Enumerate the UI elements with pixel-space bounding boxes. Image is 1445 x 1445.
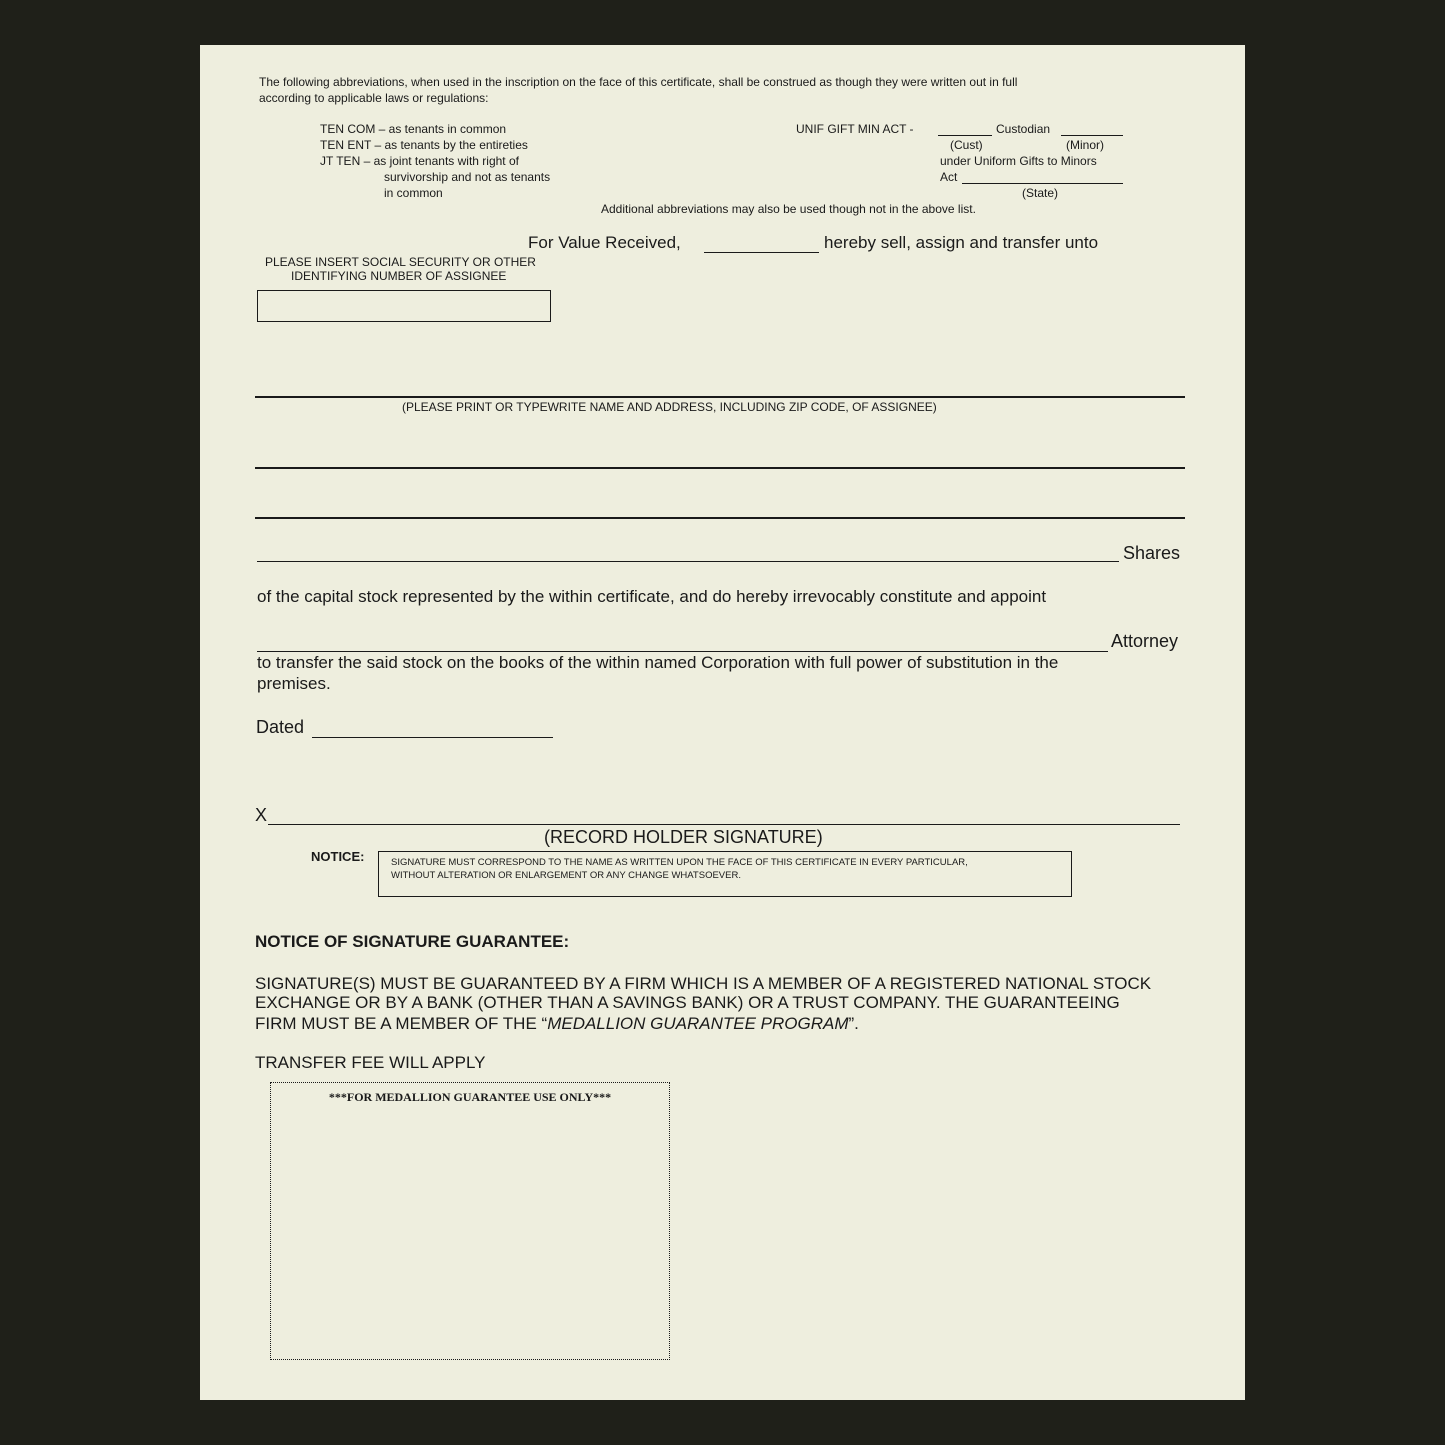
- sell-assign-text: hereby sell, assign and transfer unto: [824, 233, 1099, 252]
- signature-x-mark: X: [255, 805, 268, 825]
- dated-label: Dated: [256, 717, 305, 737]
- assignee-address-line-1[interactable]: [255, 467, 1185, 469]
- ssn-label-1: PLEASE INSERT SOCIAL SECURITY OR OTHER: [265, 255, 536, 269]
- medallion-stamp-box[interactable]: [270, 1082, 670, 1360]
- abbrev-ten-ent: TEN ENT – as tenants by the entireties: [320, 138, 528, 152]
- assignee-address-line-2[interactable]: [255, 517, 1185, 519]
- state-caption: (State): [1022, 186, 1059, 200]
- guarantee-line-2: EXCHANGE OR BY A BANK (OTHER THAN A SAVINGS BANK) OR A TRUST COMPANY. THE GUARANTEEING: [255, 993, 1120, 1012]
- for-value-received: For Value Received,: [528, 233, 681, 252]
- medallion-box-caption: ***FOR MEDALLION GUARANTEE USE ONLY***: [328, 1090, 612, 1104]
- shares-blank[interactable]: [257, 561, 1119, 562]
- abbrev-jt-ten-cont: survivorship and not as tenants: [384, 170, 551, 184]
- state-blank: [962, 183, 1123, 184]
- capital-stock-text: of the capital stock represented by the within certificate, and do hereby irrevocably constitute and appoint: [257, 587, 1047, 606]
- abbrev-jt-ten-cont-2: in common: [384, 186, 443, 200]
- notice-text-2: WITHOUT ALTERATION OR ENLARGEMENT OR ANY CHANGE WHATSOEVER.: [391, 870, 741, 881]
- name-address-caption: (PLEASE PRINT OR TYPEWRITE NAME AND ADDRESS, INCLUDING ZIP CODE, OF ASSIGNEE): [402, 400, 937, 414]
- ssn-input-box[interactable]: [257, 290, 551, 322]
- unif-gift-label: UNIF GIFT MIN ACT -: [796, 122, 914, 136]
- to-transfer-line-2: premises.: [257, 674, 331, 693]
- transfer-fee-note: TRANSFER FEE WILL APPLY: [255, 1053, 486, 1072]
- act-label: Act: [940, 170, 958, 184]
- minor-blank: [1061, 135, 1123, 136]
- additional-note: Additional abbreviations may also be used though not in the above list.: [601, 202, 976, 216]
- notice-box: [378, 851, 1072, 897]
- notice-text-1: SIGNATURE MUST CORRESPOND TO THE NAME AS WRITTEN UPON THE FACE OF THIS CERTIFICATE IN EVERY PARTICULAR,: [391, 857, 968, 868]
- medallion-program-name: MEDALLION GUARANTEE PROGRAM: [547, 1014, 849, 1033]
- notice-label: NOTICE:: [311, 849, 365, 864]
- attorney-label: Attorney: [1111, 631, 1179, 651]
- shares-label: Shares: [1123, 543, 1181, 563]
- under-uniform-label: under Uniform Gifts to Minors: [940, 154, 1097, 168]
- abbrev-ten-com: TEN COM – as tenants in common: [320, 122, 507, 136]
- ssn-label-2: IDENTIFYING NUMBER OF ASSIGNEE: [291, 269, 507, 283]
- assignee-name-line[interactable]: [255, 396, 1185, 398]
- guarantee-line-3: [255, 1014, 859, 1034]
- transferor-blank[interactable]: [704, 252, 819, 253]
- dated-blank[interactable]: [312, 737, 553, 738]
- guarantee-line-1: SIGNATURE(S) MUST BE GUARANTEED BY A FIRM WHICH IS A MEMBER OF A REGISTERED NATIONAL STOCK: [255, 974, 1152, 993]
- attorney-blank[interactable]: [257, 651, 1108, 652]
- custodian-blank: [938, 135, 992, 136]
- guarantee-heading: NOTICE OF SIGNATURE GUARANTEE:: [255, 932, 570, 951]
- cust-caption: (Cust): [950, 138, 983, 152]
- intro-line-1: The following abbreviations, when used in the inscription on the face of this certificate, shall be construed as though they were written out in full: [259, 75, 1018, 89]
- custodian-label: Custodian: [996, 122, 1051, 136]
- record-holder-caption: (RECORD HOLDER SIGNATURE): [544, 827, 823, 847]
- guarantee-line-3-prefix: FIRM MUST BE A MEMBER OF THE “: [255, 1014, 548, 1033]
- minor-caption: (Minor): [1066, 138, 1104, 152]
- abbrev-jt-ten: JT TEN – as joint tenants with right of: [320, 154, 519, 168]
- to-transfer-line-1: to transfer the said stock on the books of the within named Corporation with full power of substitution in the: [257, 653, 1059, 672]
- stock-assignment-form: [200, 45, 1245, 1400]
- guarantee-line-3-suffix: ”.: [848, 1014, 859, 1033]
- intro-line-2: according to applicable laws or regulations:: [259, 91, 489, 105]
- signature-line[interactable]: [268, 824, 1180, 825]
